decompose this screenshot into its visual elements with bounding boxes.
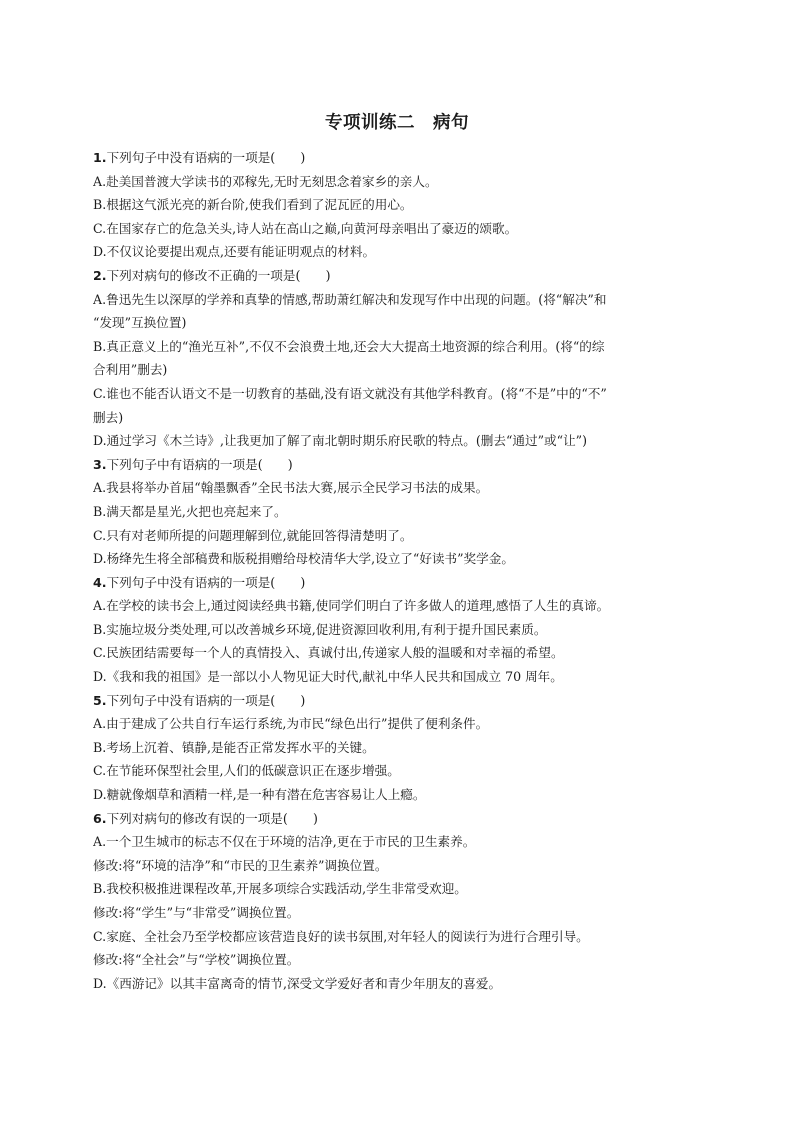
line-text: B.满天都是星光,火把也亮起来了。: [93, 503, 287, 519]
line-text: B.考场上沉着、镇静,是能否正常发挥水平的关键。: [93, 739, 375, 755]
text-line: [93, 193, 729, 217]
text-line: [93, 500, 729, 524]
line-text: 修改:将“全社会”与“学校”调换位置。: [93, 952, 300, 968]
line-text: C.民族团结需要每一个人的真情投入、真诚付出,传递家人般的温暖和对幸福的希望。: [93, 645, 564, 661]
line-text: 下列句子中没有语病的一项是( ): [106, 150, 306, 165]
line-text: 修改:将“环境的洁净”和“市民的卫生素养”调换位置。: [93, 857, 388, 873]
line-text: B.实施垃圾分类处理,可以改善城乡环境,促进资源回收利用,有利于提升国民素质。: [93, 621, 547, 637]
text-line: [93, 830, 729, 854]
line-text: C.家庭、全社会乃至学校都应该营造良好的读书氛围,对年轻人的阅读行为进行合理引导。: [93, 928, 589, 944]
text-line: [93, 641, 729, 665]
text-line: [93, 877, 729, 901]
text-line: [93, 948, 729, 972]
line-text: D.通过学习《木兰诗》,让我更加了解了南北朝时期乐府民歌的特点。(删去“通过”或“让”): [93, 433, 588, 449]
text-line: [93, 429, 729, 453]
text-line: [93, 170, 729, 194]
text-line: [93, 217, 729, 241]
line-text: D.杨绛先生将全部稿费和版税捐赠给母校清华大学,设立了“好读书”奖学金。: [93, 551, 514, 567]
line-text: B.我校积极推进课程改革,开展多项综合实践活动,学生非常受欢迎。: [93, 881, 467, 897]
question-number: 2.: [93, 267, 107, 283]
line-text: 修改:将“学生”与“非常受”调换位置。: [93, 905, 300, 920]
text-line: [93, 594, 729, 618]
text-line: [93, 335, 729, 359]
text-line: [93, 972, 729, 996]
text-line: [93, 759, 729, 783]
line-text: D.《我和我的祖国》是一部以小人物见证大时代,献礼中华人民共和国成立 70 周年。: [93, 669, 563, 685]
question-number: 1.: [93, 150, 107, 165]
question-stem: [93, 146, 729, 170]
question-stem: [93, 264, 729, 288]
text-line: [93, 288, 729, 312]
text-line: [93, 476, 729, 500]
line-text: C.在节能环保型社会里,人们的低碳意识正在逐步增强。: [93, 763, 400, 779]
text-line: [93, 240, 729, 264]
line-text: B.真正意义上的“渔光互补”,不仅不会浪费土地,还会大大提高土地资源的综合利用。(将“的综: [93, 338, 605, 354]
line-text: A.一个卫生城市的标志不仅在于环境的洁净,更在于市民的卫生素养。: [93, 834, 476, 850]
page-title: 专项训练二 病句: [325, 113, 469, 133]
line-text: C.在国家存亡的危急关头,诗人站在高山之巅,向黄河母亲唱出了豪迈的颂歌。: [93, 220, 518, 236]
text-line: [93, 406, 729, 430]
line-text: “发现”互换位置): [93, 315, 187, 331]
line-text: A.赴美国普渡大学读书的邓稼先,无时无刻思念着家乡的亲人。: [93, 173, 438, 189]
question-content: [93, 146, 729, 995]
question-number: 4.: [93, 574, 107, 590]
text-line: [93, 712, 729, 736]
text-line: [93, 854, 729, 878]
text-line: [93, 783, 729, 807]
text-line: [93, 311, 729, 335]
text-line: [93, 665, 729, 689]
text-line: [93, 618, 729, 642]
question-stem: [93, 453, 729, 477]
line-text: 下列对病句的修改有误的一项是( ): [106, 810, 318, 826]
line-text: A.在学校的读书会上,通过阅读经典书籍,使同学们明白了许多做人的道理,感悟了人生的真谛。: [93, 598, 610, 614]
text-line: [93, 901, 729, 925]
line-text: D.不仅议论要提出观点,还要有能证明观点的材料。: [93, 244, 376, 260]
line-text: 下列对病句的修改不正确的一项是( ): [106, 267, 331, 283]
question-number: 6.: [93, 810, 107, 826]
line-text: A.我县将举办首届“翰墨飘香”全民书法大赛,展示全民学习书法的成果。: [93, 480, 489, 496]
line-text: 删去): [93, 409, 124, 425]
line-text: C.只有对老师所提的问题理解到位,就能回答得清楚明了。: [93, 527, 413, 543]
line-text: 下列句子中有语病的一项是( ): [106, 456, 293, 472]
line-text: 下列句子中没有语病的一项是( ): [106, 692, 306, 708]
line-text: B.根据这气派光亮的新台阶,使我们看到了泥瓦匠的用心。: [93, 197, 413, 213]
text-line: [93, 547, 729, 571]
question-stem: [93, 807, 729, 831]
text-line: [93, 925, 729, 949]
line-text: C.谁也不能否认语文不是一切教育的基础,没有语文就没有其他学科教育。(将“不是”中的“不”: [93, 385, 607, 401]
question-number: 3.: [93, 456, 107, 472]
text-line: [93, 358, 729, 382]
line-text: A.由于建成了公共自行车运行系统,为市民“绿色出行”提供了便利条件。: [93, 716, 489, 732]
line-text: 合利用”删去): [93, 362, 168, 378]
question-stem: [93, 571, 729, 595]
text-line: [93, 524, 729, 548]
line-text: D.《西游记》以其丰富离奇的情节,深受文学爱好者和青少年朋友的喜爱。: [93, 975, 502, 991]
text-line: [93, 382, 729, 406]
line-text: A.鲁迅先生以深厚的学养和真挚的情感,帮助萧红解决和发现写作中出现的问题。(将“解决”和: [93, 291, 607, 307]
text-line: [93, 736, 729, 760]
line-text: 下列句子中没有语病的一项是( ): [106, 574, 306, 590]
line-text: D.糖就像烟草和酒精一样,是一种有潜在危害容易让人上瘾。: [93, 787, 426, 803]
question-number: 5.: [93, 692, 107, 708]
question-stem: [93, 689, 729, 713]
